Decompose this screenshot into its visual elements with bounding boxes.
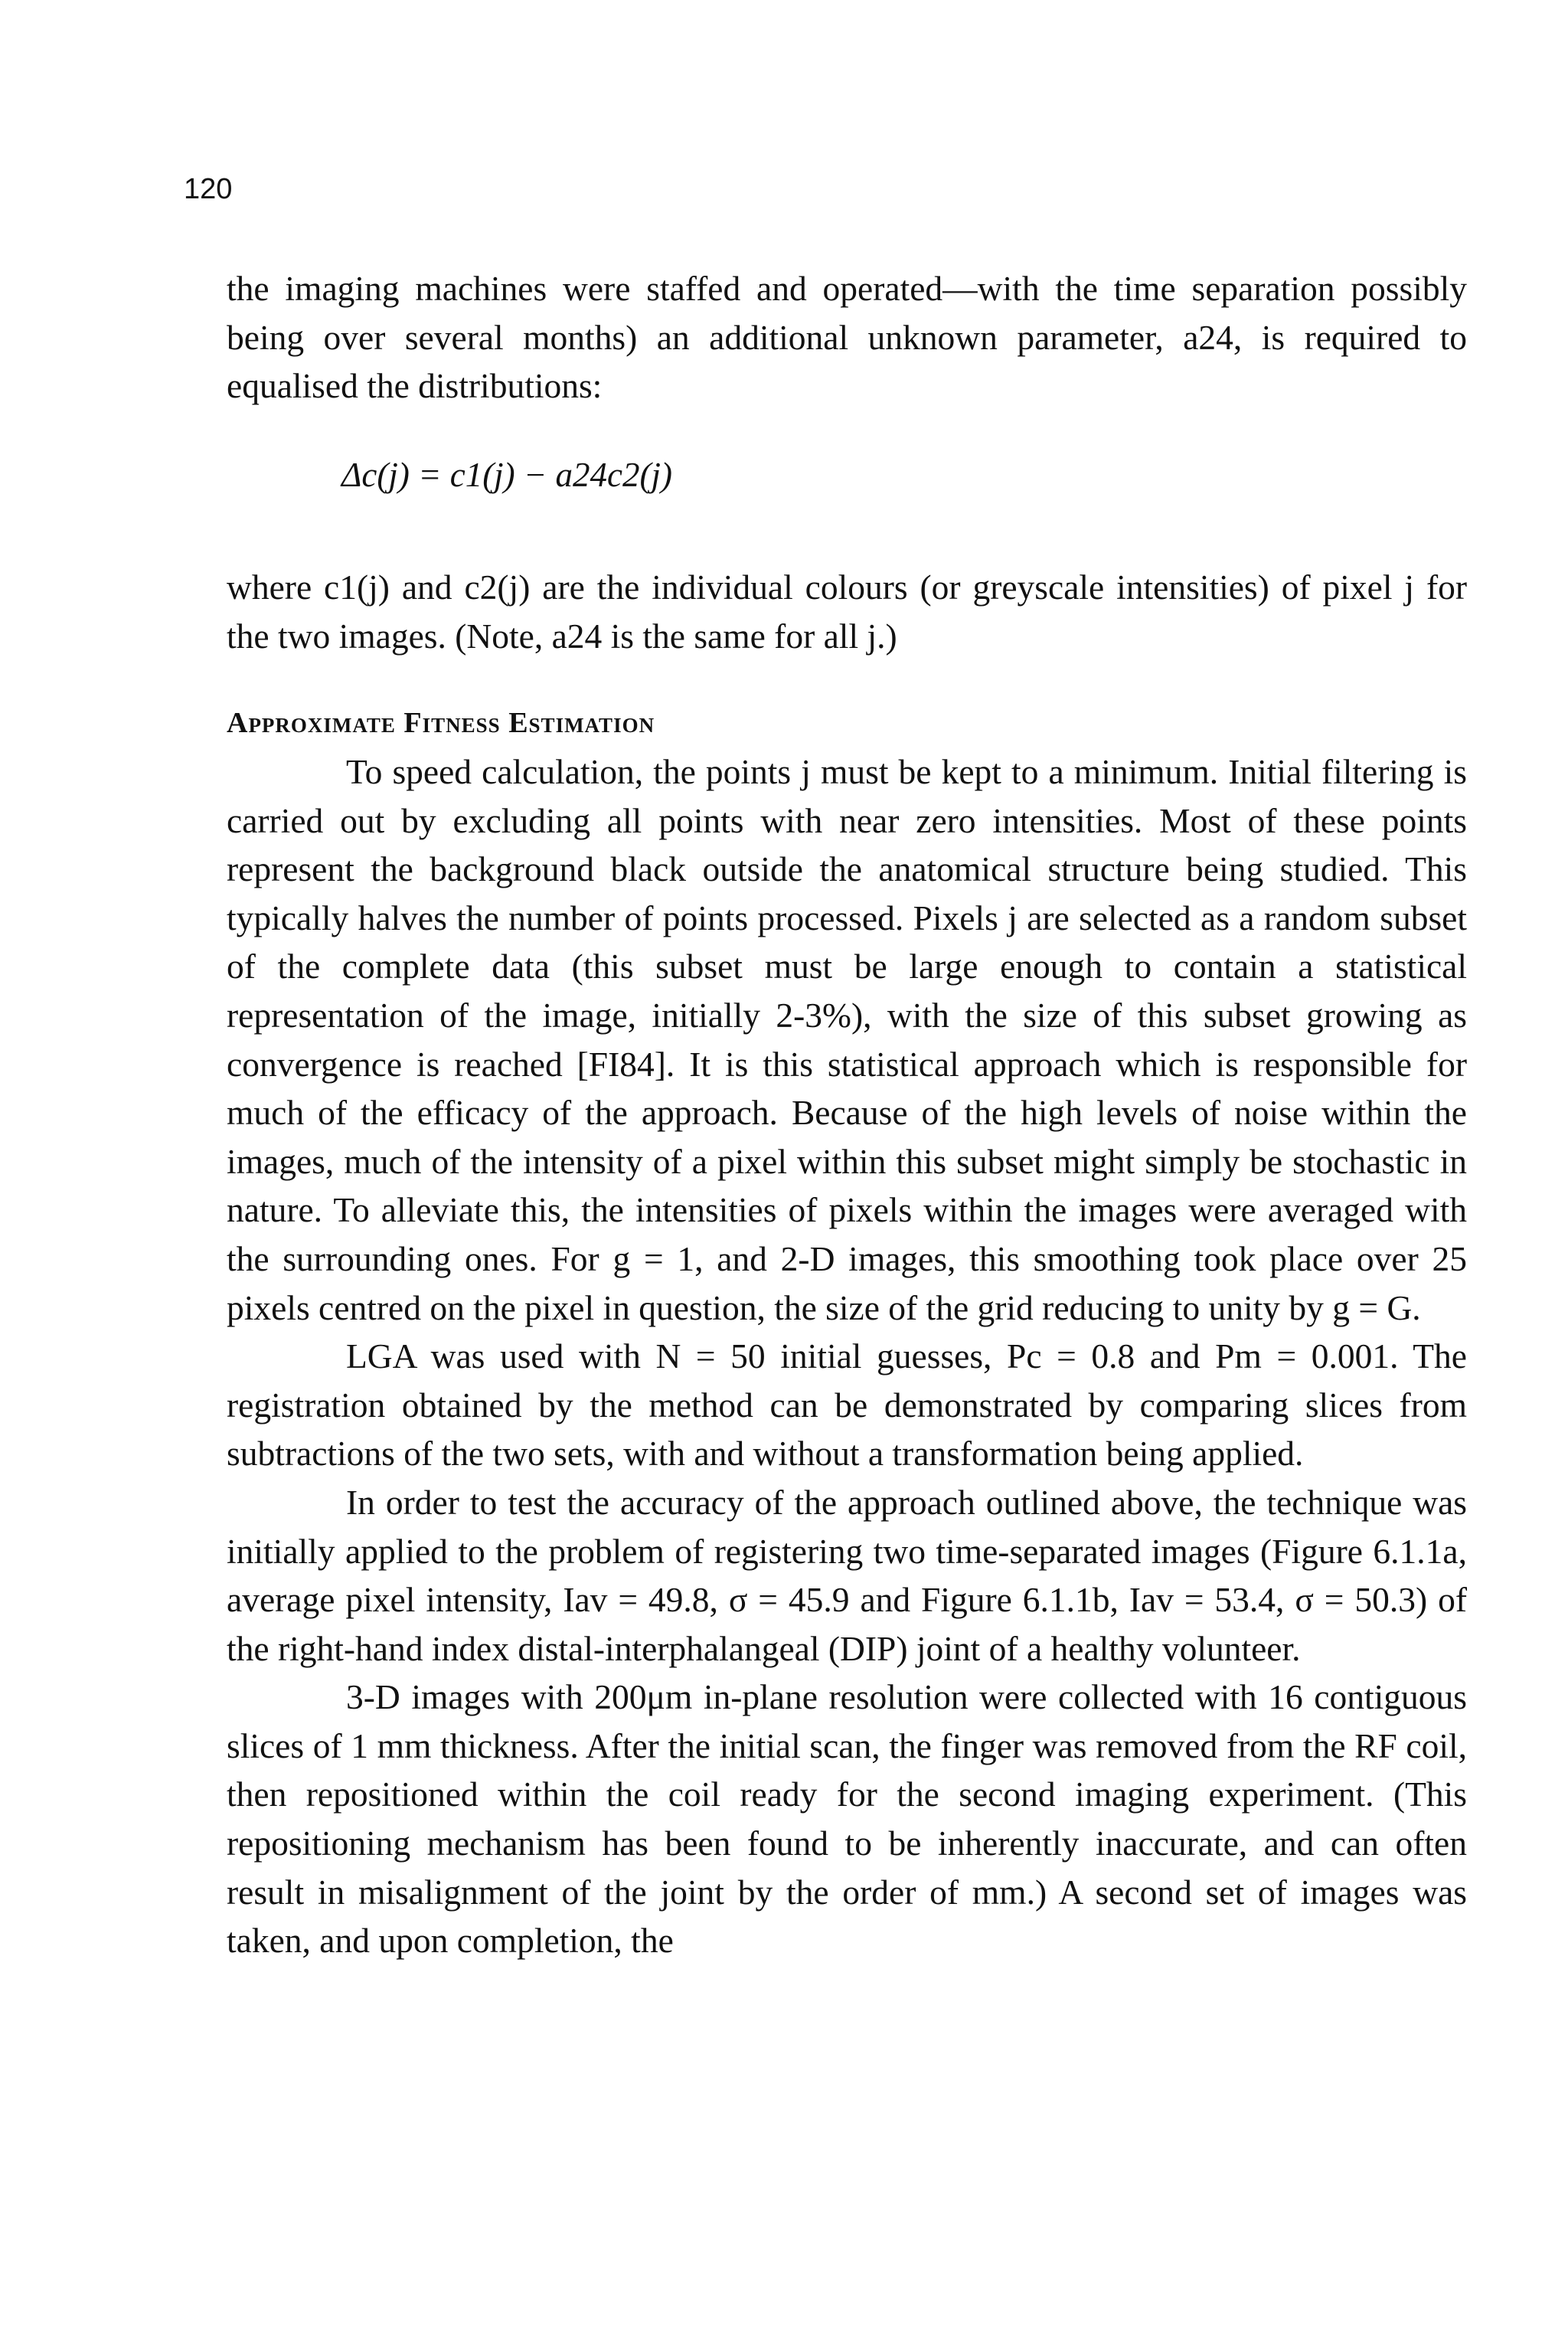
body-paragraph-1: To speed calculation, the points j must be kept to a minimum. Initial filtering is carried out by excluding all points with near zero intensities. Most of these points represent the background black outside the anatomical structure being studied. This typically halves the number of points processed. Pixels j are selected as a random subset of the complete data (this subset must be large enough to contain a statistical representation of the image, initially 2-3%), with the size of this subset growing as convergence is reached [FI84]. It is this statistical approach which is responsible for much of the efficacy of the approach. Because of the high levels of noise within the images, much of the intensity of a pixel within this subset might simply be stochastic in nature. To alleviate this, the intensities of pixels within the images were averaged with the surrounding ones. For g = 1, and 2-D images, this smoothing took place over 25 pixels centred on the pixel in question, the size of the grid reducing to unity by g = G. [227,752,1467,1327]
section-heading: Approximate Fitness Estimation [227,707,655,739]
body-paragraph-2: LGA was used with N = 50 initial guesses, Pc = 0.8 and Pm = 0.001. The registration obtained by the method can be demonstrated by comparing slices from subtractions of the two sets, with and without a transformation being applied. [227,1336,1467,1474]
intro-paragraph-continuation [227,264,1467,411]
page-number: 120 [184,173,233,205]
body-paragraph-3: In order to test the accuracy of the approach outlined above, the technique was initially applied to the problem of registering two time-separated images (Figure 6.1.1a, average pixel intensity, Iav = 49.8, σ = 45.9 and Figure 6.1.1b, Iav = 53.4, σ = 50.3) of the right-hand index distal-interphalangeal (DIP) joint of a healthy volunteer. [227,1482,1467,1668]
intro-paragraph: the imaging machines were staffed and operated—with the time separation possibly being over several months) an additional unknown parameter, a24, is required to equalised the distributions: [227,269,1467,406]
equation-definition-paragraph: where c1(j) and c2(j) are the individual colours (or greyscale intensities) of pixel j for the two images. (Note, a24 is the same for all j.) [227,568,1467,656]
body-paragraph-4: 3-D images with 200μm in-plane resolution were collected with 16 contiguous slices of 1 mm thickness. After the initial scan, the finger was removed from the RF coil, then repositioned within the coil ready for the second imaging experiment. (This repositioning mechanism has been found to be inherently inaccurate, and can often result in misalignment of the joint by the order of mm.) A second set of images was taken, and upon completion, the [227,1677,1467,1961]
difference-equation: Δc(j) = c1(j) − a24c2(j) [341,456,672,494]
equation-definition-block [227,563,1467,660]
section-body [227,747,1467,1965]
